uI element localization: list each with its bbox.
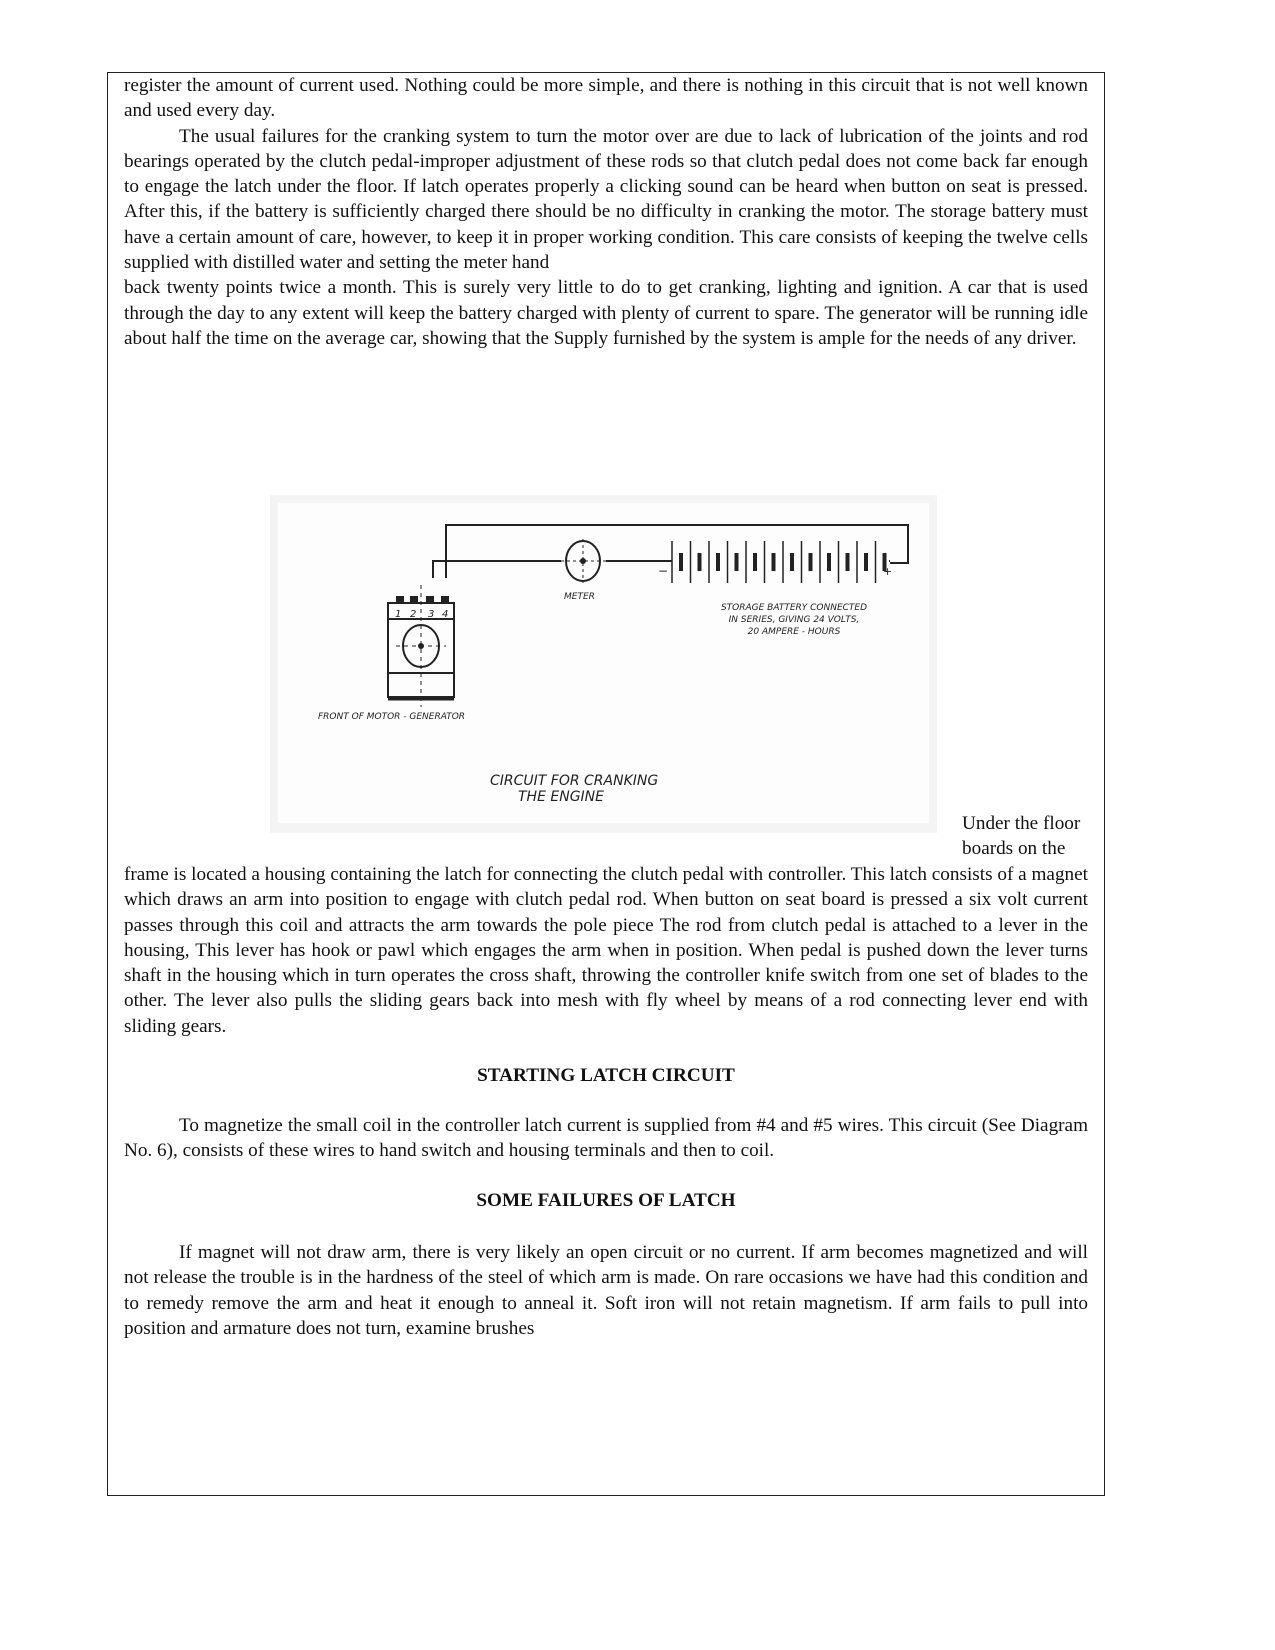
storage-battery: [656, 541, 893, 583]
terminal-label-3: 3: [428, 609, 435, 620]
terminal-label-4: 4: [442, 609, 449, 620]
armature-center: [418, 643, 424, 649]
battery-label-line-2: IN SERIES, GIVING 24 VOLTS,: [728, 615, 860, 625]
circuit-diagram: [278, 503, 929, 823]
paragraph-latch-failures: If magnet will not draw arm, there is very likely an open circuit or no current. If arm becomes magnetized and will not release the trouble is in the hardness of the steel of which arm is made. On rare occasions we have had this condition and to remedy remove the arm and heat it enough to anneal it. Soft iron will not retain magnetism. If arm fails to pull into position and armature does not turn, examine brushes: [124, 1242, 1088, 1339]
terminal-label-1: 1: [395, 609, 402, 620]
battery-plus-sign: +: [883, 565, 893, 578]
page-text-top: [124, 73, 1088, 351]
paragraph-continued: register the amount of current used. Nothing could be more simple, and there is nothing in this circuit that is not well known and used every day.: [124, 75, 1088, 122]
paragraph-latch-housing: frame is located a housing containing the latch for connecting the clutch pedal with controller. This latch consists of a magnet which draws an arm into position to engage with clutch pedal rod. When button on seat board is pressed a six volt current passes through this coil and attracts the arm towards the pole piece The rod from clutch pedal is attached to a lever in the housing, This lever has hook or pawl which engages the arm when in position. When pedal is pushed down the lever turns shaft in the housing which in turn operates the cross shaft, throwing the controller knife switch from one set of blades to the other. The lever also pulls the sliding gears back into mesh with fly wheel by means of a rod connecting lever end with sliding gears.: [124, 864, 1088, 1037]
diagram-caption-line-2: THE ENGINE: [518, 789, 604, 805]
meter-label: METER: [564, 592, 595, 602]
terminal-post: [426, 596, 434, 603]
paragraph-starting-latch: To magnetize the small coil in the controller latch current is supplied from #4 and #5 wires. This circuit (See Diagram No. 6), consists of these wires to hand switch and housing terminals and then to coil.: [124, 1115, 1088, 1162]
generator-label: FRONT OF MOTOR - GENERATOR: [318, 712, 466, 722]
paragraph-cranking-failures: The usual failures for the cranking system to turn the motor over are due to lack of lubrication of the joints and rod bearings operated by the clutch pedal-improper adjustment of these rods so that clutch pedal does not come back far enough to engage the latch under the floor. If latch operates properly a clicking sound can be heard when button on seat is pressed. After this, if the battery is sufficiently charged there should be no difficulty in cranking the motor. The storage battery must have a certain amount of care, however, to keep it in proper working condition. This care consists of keeping the twelve cells supplied with distilled water and setting the meter hand: [124, 125, 1088, 274]
heading-starting-latch-circuit: STARTING LATCH CIRCUIT: [477, 1065, 735, 1086]
paragraph-battery-care: back twenty points twice a month. This is surely very little to do to get cranking, lighting and ignition. A car that is used through the day to any extent will keep the battery charged with plenty of current to spare. The generator will be running idle about half the time on the average car, showing that the Supply furnished by the system is ample for the needs of any driver.: [124, 277, 1088, 349]
generator-meter-wire: [433, 561, 561, 578]
terminal-post: [410, 596, 418, 603]
meter-pivot: [580, 558, 586, 564]
generator-terminals: [396, 596, 449, 603]
circuit-diagram-figure: [270, 495, 937, 833]
heading-latch-failures: SOME FAILURES OF LATCH: [476, 1190, 736, 1211]
battery-label-line-3: 20 AMPERE - HOURS: [747, 627, 841, 637]
diagram-caption-line-1: CIRCUIT FOR CRANKING: [490, 773, 659, 789]
float-paragraph-start: Under the floor boards on the: [962, 813, 1081, 860]
terminal-post: [396, 596, 404, 603]
battery-label-line-1: STORAGE BATTERY CONNECTED: [720, 603, 868, 613]
terminal-post: [441, 596, 449, 603]
battery-minus-sign: −: [658, 564, 669, 578]
terminal-label-2: 2: [410, 609, 417, 620]
diagram-canvas: [278, 503, 929, 823]
